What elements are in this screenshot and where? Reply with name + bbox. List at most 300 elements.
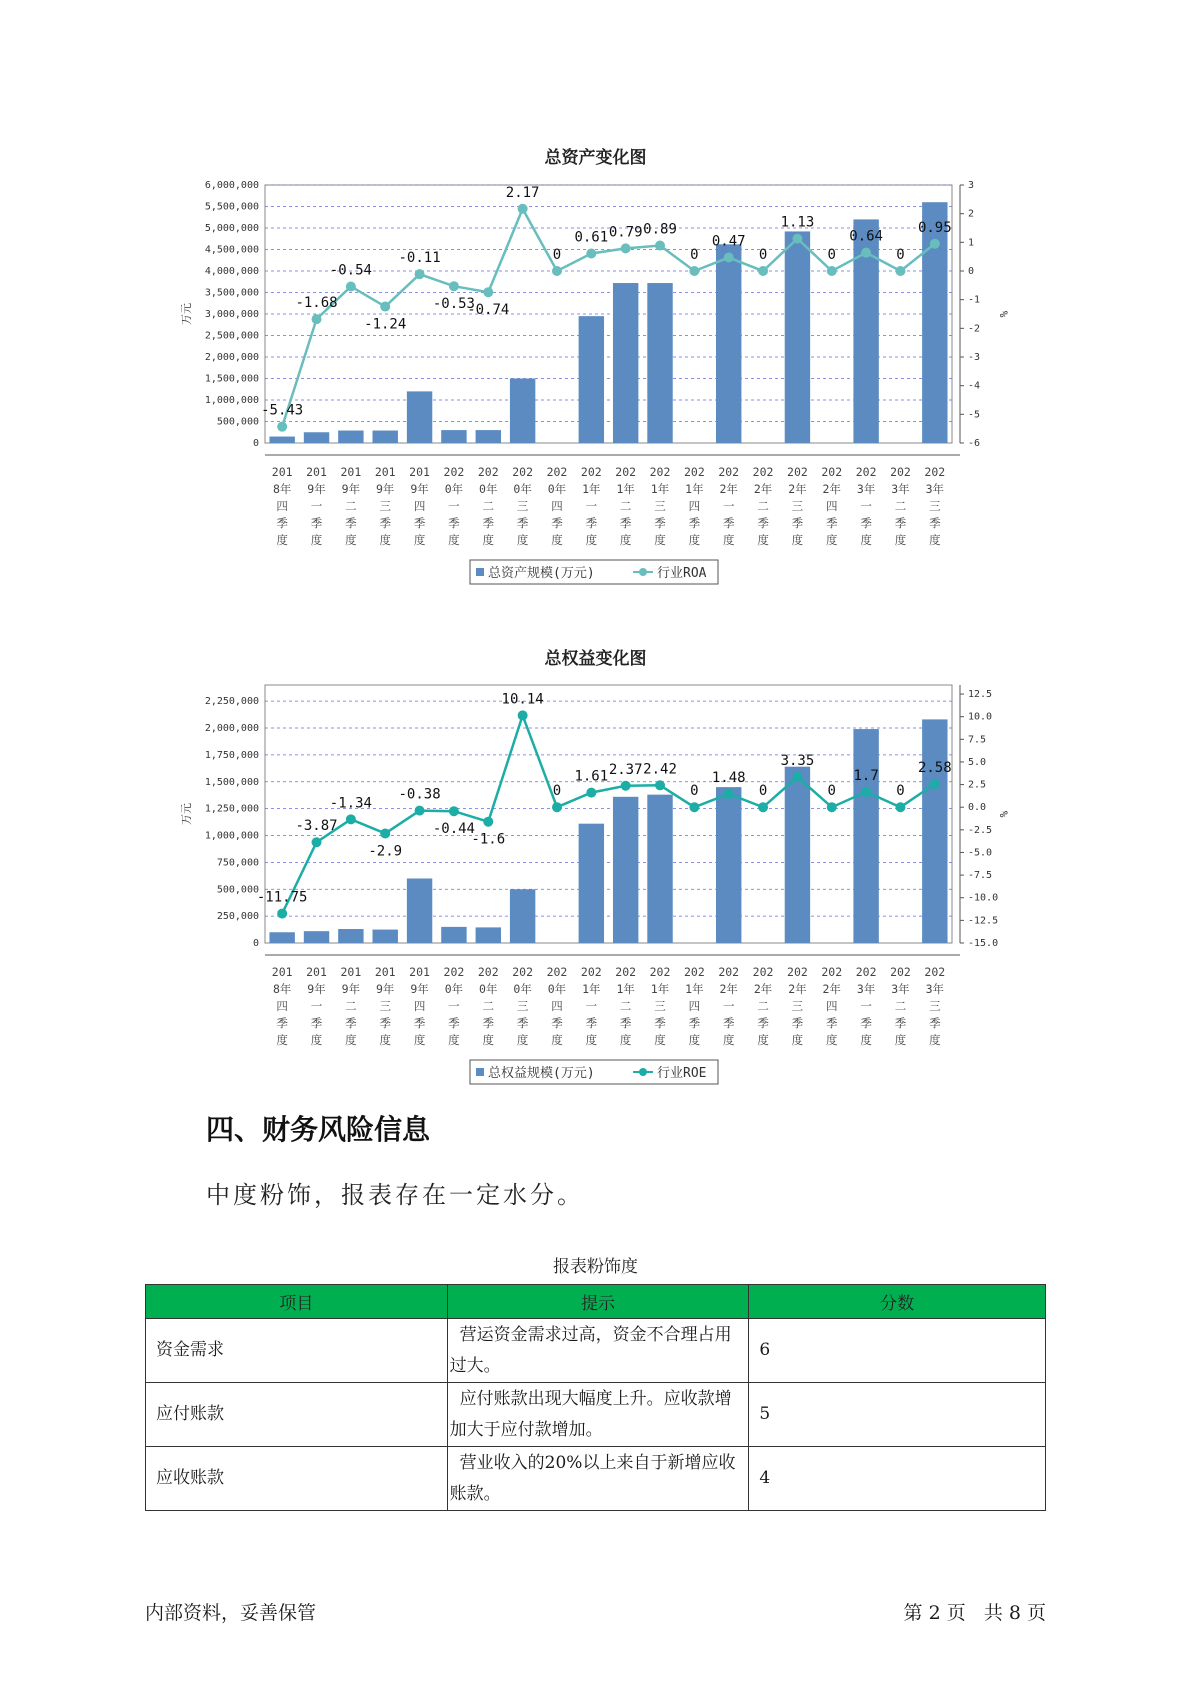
x-tick-label: 2年: [788, 482, 807, 496]
x-tick-label: 度: [345, 1033, 357, 1047]
y2-tick-label: 1: [968, 237, 975, 249]
x-tick-label: 9年: [341, 982, 361, 996]
y2-tick-label: -10.0: [968, 892, 999, 904]
y-tick-label: 500,000: [216, 416, 259, 428]
line-point: [930, 239, 940, 249]
y2-tick-label: -7.5: [968, 870, 993, 882]
line-point: [895, 266, 905, 276]
line-point: [827, 266, 837, 276]
y-tick-label: 0: [252, 438, 259, 449]
bar: [647, 283, 672, 443]
table-row: [146, 1447, 1046, 1511]
data-label: 0.64: [849, 228, 883, 245]
table-row: [146, 1383, 1046, 1447]
line-point: [415, 806, 425, 816]
x-tick-label: 季: [551, 516, 563, 530]
y-tick-label: 6,000,000: [204, 180, 259, 191]
y-axis-label: 万元: [180, 303, 193, 325]
data-label: 0.61: [574, 229, 609, 246]
x-tick-label: 四: [826, 999, 838, 1013]
data-label: -0.38: [398, 786, 441, 803]
x-tick-label: 9年: [307, 482, 326, 496]
x-tick-label: 度: [516, 1033, 529, 1047]
x-tick-label: 季: [688, 516, 701, 530]
data-label: 0: [690, 783, 699, 800]
x-tick-label: 四: [276, 999, 288, 1013]
line-point: [792, 772, 802, 782]
y2-tick-label: 2.5: [968, 779, 987, 791]
line-point: [621, 243, 631, 253]
x-tick-label: 202: [443, 465, 465, 479]
x-tick-label: 度: [276, 533, 288, 547]
bar: [407, 391, 432, 443]
x-tick-label: 一: [448, 499, 460, 513]
header-hint: 提示: [447, 1285, 749, 1319]
x-tick-label: 9年: [341, 482, 361, 496]
data-label: -11.75: [256, 889, 308, 906]
y2-tick-label: -5.0: [968, 847, 993, 859]
line-point: [449, 806, 459, 816]
x-tick-label: 一: [722, 499, 735, 513]
x-tick-label: 202: [924, 965, 946, 979]
x-tick-label: 度: [585, 1033, 598, 1047]
x-tick-label: 201: [271, 465, 293, 479]
table-header-row: [146, 1285, 1046, 1319]
y-tick-label: 1,250,000: [204, 803, 259, 815]
x-tick-label: 二: [894, 999, 907, 1013]
legend-line-label: 行业ROA: [657, 566, 707, 581]
line-point: [758, 802, 768, 812]
data-label: 0.95: [917, 219, 952, 236]
bar: [373, 431, 398, 443]
x-tick-label: 三: [654, 999, 666, 1013]
x-tick-label: 一: [310, 499, 323, 513]
x-tick-label: 度: [791, 533, 804, 547]
x-tick-label: 度: [860, 1033, 872, 1047]
bar: [613, 283, 638, 443]
x-tick-label: 202: [443, 965, 465, 979]
x-tick-label: 度: [826, 533, 838, 547]
x-tick-label: 201: [374, 965, 396, 979]
bar: [647, 795, 672, 943]
data-label: 1.48: [711, 769, 746, 786]
x-tick-label: 度: [516, 533, 529, 547]
line-point: [380, 302, 390, 312]
legend-bar-label: 总资产规模(万元): [488, 566, 595, 581]
x-tick-label: 度: [413, 533, 426, 547]
bar: [510, 379, 535, 444]
x-tick-label: 一: [585, 499, 598, 513]
x-tick-label: 一: [860, 499, 872, 513]
line-point: [552, 266, 562, 276]
y-tick-label: 2,000,000: [204, 352, 259, 363]
data-label: 2.17: [505, 184, 540, 201]
bar: [269, 437, 294, 443]
x-tick-label: 0年: [513, 982, 532, 996]
line-point: [861, 787, 871, 797]
data-label: 0: [896, 247, 905, 263]
x-tick-label: 二: [757, 499, 769, 513]
line-point: [277, 422, 287, 432]
chart-title-total-equity: 总权益变化图: [544, 649, 647, 669]
x-tick-label: 度: [619, 1033, 632, 1047]
x-tick-label: 3年: [925, 982, 945, 996]
y-tick-label: 1,500,000: [204, 373, 259, 385]
line-point: [621, 781, 631, 791]
table-caption: 报表粉饰度: [553, 1257, 638, 1277]
x-tick-label: 季: [619, 516, 632, 530]
y2-tick-label: -2.5: [968, 824, 993, 836]
y2-tick-label: 2: [968, 208, 975, 220]
line-point: [277, 909, 287, 919]
row-item: 资金需求: [146, 1319, 448, 1383]
x-tick-label: 度: [929, 533, 941, 547]
x-tick-label: 9年: [307, 982, 326, 996]
x-tick-label: 9年: [410, 982, 429, 996]
x-tick-label: 四: [688, 999, 701, 1013]
x-tick-label: 季: [860, 1016, 872, 1030]
x-tick-label: 1年: [650, 482, 670, 496]
x-tick-label: 度: [688, 533, 701, 547]
line-point: [449, 281, 459, 291]
x-tick-label: 三: [379, 999, 391, 1013]
x-tick-label: 202: [821, 965, 843, 979]
x-tick-label: 季: [413, 1016, 426, 1030]
x-tick-label: 季: [310, 1016, 323, 1030]
data-label: 0: [552, 247, 562, 263]
x-tick-label: 季: [791, 1016, 804, 1030]
y-tick-label: 4,000,000: [204, 266, 259, 277]
x-tick-label: 季: [585, 1016, 598, 1030]
x-tick-label: 季: [310, 516, 323, 530]
x-tick-label: 202: [752, 965, 774, 979]
x-tick-label: 三: [654, 499, 666, 513]
x-tick-label: 三: [791, 499, 804, 513]
y-tick-label: 3,000,000: [204, 309, 259, 320]
total-assets-chart: [0, 180, 1191, 590]
data-label: -0.44: [432, 821, 476, 838]
x-tick-label: 季: [516, 516, 529, 530]
y2-tick-label: -3: [968, 352, 981, 363]
y-tick-label: 5,000,000: [204, 223, 259, 234]
line-point: [518, 204, 528, 214]
bar: [476, 927, 501, 943]
x-tick-label: 季: [379, 1016, 391, 1030]
x-tick-label: 度: [345, 533, 357, 547]
x-tick-label: 季: [276, 516, 288, 530]
x-tick-label: 0年: [513, 482, 532, 496]
x-tick-label: 季: [688, 1016, 701, 1030]
row-item: 应收账款: [146, 1447, 448, 1511]
x-tick-label: 度: [894, 533, 907, 547]
bar: [922, 202, 947, 443]
line-point: [380, 828, 390, 838]
x-tick-label: 2年: [719, 982, 738, 996]
line-point: [312, 837, 322, 847]
x-tick-label: 202: [924, 465, 946, 479]
x-tick-label: 季: [379, 516, 391, 530]
x-tick-label: 三: [791, 999, 804, 1013]
x-tick-label: 度: [276, 1033, 288, 1047]
section-text: 中度粉饰，报表存在一定水分。: [206, 1181, 584, 1209]
line-point: [552, 802, 562, 812]
y-tick-label: 1,500,000: [204, 776, 259, 788]
x-tick-label: 9年: [376, 482, 395, 496]
line-point: [724, 789, 734, 799]
x-tick-label: 度: [722, 1033, 735, 1047]
line-point: [930, 779, 940, 789]
x-tick-label: 三: [516, 999, 529, 1013]
legend-line-marker: [639, 1068, 647, 1076]
x-tick-label: 201: [409, 465, 430, 479]
x-tick-label: 度: [757, 533, 769, 547]
legend-bar-swatch: [476, 568, 484, 576]
header-score: 分数: [749, 1285, 1046, 1319]
x-tick-label: 202: [855, 465, 877, 479]
y-tick-label: 1,000,000: [204, 395, 259, 406]
footer-confidential: 内部资料，妥善保管: [145, 1602, 317, 1624]
bar: [441, 927, 466, 943]
x-tick-label: 一: [585, 999, 598, 1013]
line-point: [346, 814, 356, 824]
x-tick-label: 三: [929, 499, 941, 513]
header-item: 项目: [146, 1285, 448, 1319]
x-tick-label: 202: [512, 465, 534, 479]
row-hint: 应付账款出现大幅度上升。应收款增加大于应付款增加。: [447, 1383, 749, 1447]
x-tick-label: 9年: [376, 982, 395, 996]
x-tick-label: 四: [551, 999, 563, 1013]
x-tick-label: 季: [345, 516, 357, 530]
x-tick-label: 202: [683, 465, 705, 479]
y2-tick-label: 7.5: [968, 734, 987, 746]
data-label: 0: [690, 247, 699, 263]
x-tick-label: 3年: [856, 482, 876, 496]
x-tick-label: 二: [619, 499, 632, 513]
x-tick-label: 1年: [582, 982, 601, 996]
bar: [716, 244, 741, 443]
data-label: 10.14: [501, 691, 544, 708]
x-tick-label: 3年: [891, 982, 910, 996]
x-tick-label: 202: [512, 965, 534, 979]
x-tick-label: 季: [276, 1016, 288, 1030]
x-tick-label: 季: [722, 516, 735, 530]
x-tick-label: 度: [310, 1033, 323, 1047]
y2-tick-label: 12.5: [968, 689, 993, 701]
line-point: [895, 802, 905, 812]
x-tick-label: 度: [654, 533, 666, 547]
x-tick-label: 度: [448, 1033, 460, 1047]
x-tick-label: 季: [654, 516, 666, 530]
x-tick-label: 季: [448, 516, 460, 530]
y2-tick-label: -15.0: [968, 938, 999, 949]
x-tick-label: 季: [757, 1016, 769, 1030]
x-tick-label: 季: [929, 1016, 941, 1030]
data-label: -3.87: [295, 818, 338, 835]
data-label: 1.61: [574, 768, 609, 785]
x-tick-label: 季: [413, 516, 426, 530]
x-tick-label: 度: [791, 1033, 804, 1047]
x-tick-label: 一: [448, 999, 460, 1013]
x-tick-label: 度: [310, 533, 323, 547]
y-tick-label: 4,500,000: [204, 244, 259, 256]
x-tick-label: 度: [757, 1033, 769, 1047]
x-tick-label: 202: [855, 965, 877, 979]
x-tick-label: 0年: [479, 982, 498, 996]
x-tick-label: 1年: [616, 982, 635, 996]
data-label: -0.11: [398, 250, 441, 267]
x-tick-label: 201: [409, 965, 430, 979]
line-series: [282, 715, 935, 913]
data-label: -1.24: [364, 316, 407, 333]
y-tick-label: 250,000: [216, 911, 259, 923]
line-point: [792, 234, 802, 244]
y2-tick-label: 5.0: [968, 756, 987, 768]
bar: [785, 231, 810, 443]
line-point: [655, 780, 665, 790]
risk-table: [145, 1284, 1046, 1511]
bar: [338, 431, 363, 443]
x-tick-label: 季: [826, 1016, 838, 1030]
y-tick-label: 2,000,000: [204, 723, 259, 734]
y2-axis-label: %: [997, 810, 1010, 818]
data-label: -5.43: [261, 402, 304, 419]
line-point: [724, 253, 734, 263]
x-tick-label: 季: [722, 1016, 735, 1030]
x-tick-label: 一: [310, 999, 323, 1013]
x-tick-label: 202: [580, 965, 602, 979]
x-tick-label: 度: [482, 533, 495, 547]
x-tick-label: 季: [448, 1016, 460, 1030]
line-point: [312, 314, 322, 324]
page-number: 第 2 页 共 8 页: [903, 1602, 1046, 1624]
bar: [510, 889, 535, 943]
y-tick-label: 5,500,000: [204, 201, 259, 213]
chart-title-total-assets: 总资产变化图: [544, 148, 647, 168]
x-tick-label: 1年: [582, 482, 601, 496]
data-label: -0.53: [432, 296, 476, 313]
x-tick-label: 二: [757, 999, 769, 1013]
x-tick-label: 9年: [410, 482, 429, 496]
bar: [579, 824, 604, 943]
total-equity-chart: [0, 680, 1191, 1090]
data-label: 0.47: [711, 233, 746, 250]
x-tick-label: 季: [345, 1016, 357, 1030]
data-label: -1.34: [329, 795, 372, 812]
x-tick-label: 201: [340, 965, 362, 979]
y2-axis-label: %: [997, 310, 1010, 318]
x-tick-label: 季: [826, 516, 838, 530]
x-tick-label: 202: [890, 465, 911, 479]
y-tick-label: 1,000,000: [204, 830, 259, 842]
x-tick-label: 202: [580, 465, 602, 479]
x-tick-label: 8年: [272, 982, 292, 996]
bar: [441, 430, 466, 443]
data-label: 0: [827, 783, 836, 800]
data-label: 1.7: [853, 767, 879, 784]
bar: [853, 729, 878, 943]
data-label: 0.79: [608, 224, 643, 241]
x-tick-label: 季: [791, 516, 804, 530]
y2-tick-label: -12.5: [968, 915, 999, 927]
bar: [373, 930, 398, 943]
line-point: [518, 710, 528, 720]
bar: [407, 879, 432, 944]
y2-tick-label: 3: [968, 180, 975, 191]
data-label: -0.54: [329, 262, 372, 279]
x-tick-label: 季: [585, 516, 598, 530]
row-hint: 营业收入的20%以上来自于新增应收账款。: [447, 1447, 749, 1511]
bar: [338, 929, 363, 943]
data-label: 0: [758, 247, 768, 263]
y-axis-label: 万元: [180, 803, 193, 825]
x-tick-label: 0年: [444, 482, 464, 496]
x-tick-label: 季: [482, 1016, 495, 1030]
x-tick-label: 季: [619, 1016, 632, 1030]
bar: [922, 719, 947, 943]
bar: [476, 430, 501, 443]
y-tick-label: 500,000: [216, 884, 259, 896]
line-point: [483, 817, 493, 827]
x-tick-label: 三: [379, 499, 391, 513]
bar: [785, 767, 810, 943]
x-tick-label: 度: [379, 1033, 391, 1047]
plot-area: [265, 685, 952, 943]
row-score: 5: [749, 1383, 1046, 1447]
x-tick-label: 202: [787, 465, 808, 479]
data-label: 2.42: [643, 761, 677, 778]
x-tick-label: 度: [894, 1033, 907, 1047]
x-tick-label: 二: [345, 999, 357, 1013]
row-score: 4: [749, 1447, 1046, 1511]
line-point: [689, 266, 699, 276]
y-tick-label: 0: [252, 938, 259, 949]
x-tick-label: 季: [894, 1016, 907, 1030]
row-hint: 营运资金需求过高，资金不合理占用过大。: [447, 1319, 749, 1383]
data-label: -2.9: [368, 843, 403, 860]
data-label: 0: [758, 783, 768, 800]
x-tick-label: 度: [413, 1033, 426, 1047]
line-point: [346, 281, 356, 291]
x-tick-label: 季: [654, 1016, 666, 1030]
line-point: [758, 266, 768, 276]
y2-tick-label: 0: [968, 266, 975, 277]
data-label: 0: [827, 247, 836, 263]
data-label: 3.35: [780, 752, 815, 769]
y2-tick-label: -4: [968, 380, 981, 392]
x-tick-label: 度: [929, 1033, 941, 1047]
y-tick-label: 1,750,000: [204, 749, 259, 761]
y2-tick-label: -2: [968, 323, 981, 335]
row-item: 应付账款: [146, 1383, 448, 1447]
x-tick-label: 四: [826, 499, 838, 513]
x-tick-label: 202: [546, 965, 568, 979]
x-tick-label: 1年: [650, 982, 670, 996]
x-tick-label: 8年: [272, 482, 292, 496]
line-point: [861, 248, 871, 258]
y-tick-label: 750,000: [216, 857, 259, 869]
x-tick-label: 二: [345, 499, 357, 513]
x-tick-label: 202: [649, 965, 671, 979]
x-tick-label: 202: [787, 965, 808, 979]
x-tick-label: 202: [821, 465, 843, 479]
bar: [613, 797, 638, 943]
x-tick-label: 1年: [685, 482, 704, 496]
bar: [579, 316, 604, 443]
x-tick-label: 0年: [547, 982, 567, 996]
x-tick-label: 四: [551, 499, 563, 513]
x-tick-label: 202: [615, 965, 637, 979]
x-tick-label: 202: [718, 465, 740, 479]
